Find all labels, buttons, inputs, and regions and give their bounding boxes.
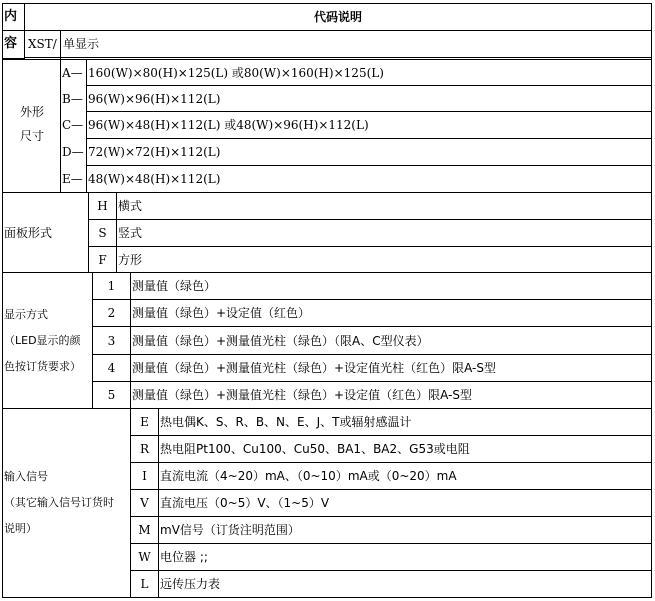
display-row-code — [93, 382, 130, 408]
panel-row-text — [118, 220, 648, 246]
display-code-4: 4 — [107, 361, 116, 375]
display-label-line-3: 色按订货要求） — [4, 360, 81, 373]
display-row-text — [132, 327, 650, 354]
display-row-text — [132, 355, 650, 381]
display-row-text — [132, 273, 650, 299]
input-text-l: 远传压力表 — [160, 577, 221, 591]
shape-code-b: B— — [62, 91, 83, 106]
display-text-4: 测量值（绿色）+测量值光柱（绿色）+设定值光柱（红色）限A-S型 — [132, 361, 497, 375]
input-row-code — [131, 436, 158, 462]
panel-label-text: 面板形式 — [4, 225, 53, 240]
display-row-code — [93, 355, 130, 381]
shape-code-a: A— — [62, 65, 83, 80]
header-left-char-2-text: 容 — [4, 36, 18, 51]
display-row-code — [93, 273, 130, 299]
shape-row-text — [88, 60, 648, 85]
shape-text-c: 96(W)×48(H)×112(L) 或48(W)×96(H)×112(L) — [88, 118, 369, 132]
input-label-line-1: 输入信号 — [4, 470, 48, 483]
input-row-code — [131, 571, 158, 597]
shape-row-code — [62, 60, 86, 85]
display-code-2: 2 — [107, 306, 116, 320]
input-row-text — [160, 571, 650, 597]
input-code-w: W — [138, 550, 151, 564]
panel-code-s: S — [98, 226, 107, 240]
header-code-text: XST/ — [28, 37, 57, 51]
panel-label — [4, 193, 88, 272]
panel-text-f: 方形 — [118, 252, 143, 267]
shape-row-code — [62, 86, 86, 111]
display-text-3: 测量值（绿色）+测量值光柱（绿色）（限A、C型仪表） — [132, 333, 429, 348]
input-code-e: E — [140, 415, 149, 429]
shape-row-text — [88, 112, 648, 138]
shape-row-code — [62, 112, 86, 138]
shape-text-e: 48(W)×48(H)×112(L) — [88, 172, 221, 186]
input-row-text — [160, 463, 650, 489]
panel-row-text — [118, 247, 648, 272]
shape-row-code — [62, 139, 86, 165]
shape-text-d: 72(W)×72(H)×112(L) — [88, 145, 221, 159]
shape-text-a: 160(W)×80(H)×125(L) 或80(W)×160(H)×125(L) — [88, 65, 384, 80]
display-row-code — [93, 327, 130, 354]
shape-label — [4, 100, 60, 150]
input-code-l: L — [140, 577, 149, 591]
display-row-text — [132, 300, 650, 326]
panel-row-code — [89, 247, 116, 272]
input-row-text — [160, 409, 650, 435]
shape-row-text — [88, 86, 648, 111]
shape-code-c: C— — [62, 118, 84, 132]
panel-text-h: 横式 — [118, 199, 143, 213]
display-code-1: 1 — [107, 279, 116, 293]
header-code-desc — [63, 31, 263, 57]
display-label — [4, 302, 92, 382]
display-code-3: 3 — [107, 333, 116, 348]
input-row-code — [131, 544, 158, 570]
input-code-i: I — [142, 469, 147, 483]
header-title — [25, 4, 651, 30]
input-text-i: 直流电流（4~20）mA、（0~10）mA或（0~20）mA — [160, 469, 457, 483]
input-row-text — [160, 490, 650, 516]
panel-text-s: 竖式 — [118, 226, 143, 240]
header-left-char-2 — [4, 31, 24, 57]
panel-row-code — [89, 193, 116, 219]
shape-code-d: D— — [62, 145, 84, 159]
input-label — [4, 464, 130, 544]
input-text-v: 直流电压（0~5）V、（1~5）V — [160, 496, 330, 510]
shape-row-text — [88, 139, 648, 165]
input-row-text — [160, 436, 650, 462]
shape-code-e: E— — [62, 172, 83, 186]
display-text-2: 测量值（绿色）+设定值（红色） — [132, 306, 311, 320]
input-row-code — [131, 517, 158, 543]
shape-row-text — [88, 166, 648, 192]
header-left-char-1-text: 内 — [4, 9, 18, 24]
display-label-line-1: 显示方式 — [4, 308, 48, 321]
header-code — [28, 31, 60, 57]
input-text-e: 热电偶K、S、R、B、N、E、J、T或辐射感温计 — [160, 415, 412, 429]
panel-row-code — [89, 220, 116, 246]
display-text-1: 测量值（绿色） — [132, 279, 217, 293]
input-code-r: R — [139, 442, 150, 456]
header-left-char-1 — [4, 4, 24, 30]
input-row-code — [131, 463, 158, 489]
input-row-text — [160, 544, 650, 570]
panel-code-h: H — [97, 199, 108, 213]
input-text-m: mV信号（订货注明范围） — [160, 523, 300, 537]
display-row-text — [132, 382, 650, 408]
panel-row-text — [118, 193, 648, 219]
page-title: 代码说明 — [313, 10, 362, 24]
display-code-5: 5 — [107, 388, 116, 402]
display-row-code — [93, 300, 130, 326]
shape-label-line-1: 外形 — [19, 105, 44, 119]
input-row-text — [160, 517, 650, 543]
shape-text-b: 96(W)×96(H)×112(L) — [88, 91, 221, 106]
input-label-line-2: （其它输入信号订货时 — [4, 496, 114, 509]
display-label-line-2: （LED显示的颜 — [4, 334, 81, 347]
input-row-code — [131, 490, 158, 516]
input-text-r: 热电阻Pt100、Cu100、Cu50、BA1、BA2、G53或电阻 — [160, 442, 470, 456]
shape-row-code — [62, 166, 86, 192]
input-label-line-3: 说明） — [4, 522, 37, 535]
input-code-v: V — [140, 496, 149, 510]
input-row-code — [131, 409, 158, 435]
input-text-w: 电位器 ;; — [160, 550, 208, 564]
panel-code-f: F — [98, 252, 107, 267]
header-code-desc-text: 单显示 — [63, 37, 100, 51]
display-text-5: 测量值（绿色）+测量值光柱（绿色）+设定值（红色）限A-S型 — [132, 388, 473, 402]
shape-label-line-2: 尺寸 — [19, 129, 44, 143]
input-code-m: M — [138, 523, 151, 537]
